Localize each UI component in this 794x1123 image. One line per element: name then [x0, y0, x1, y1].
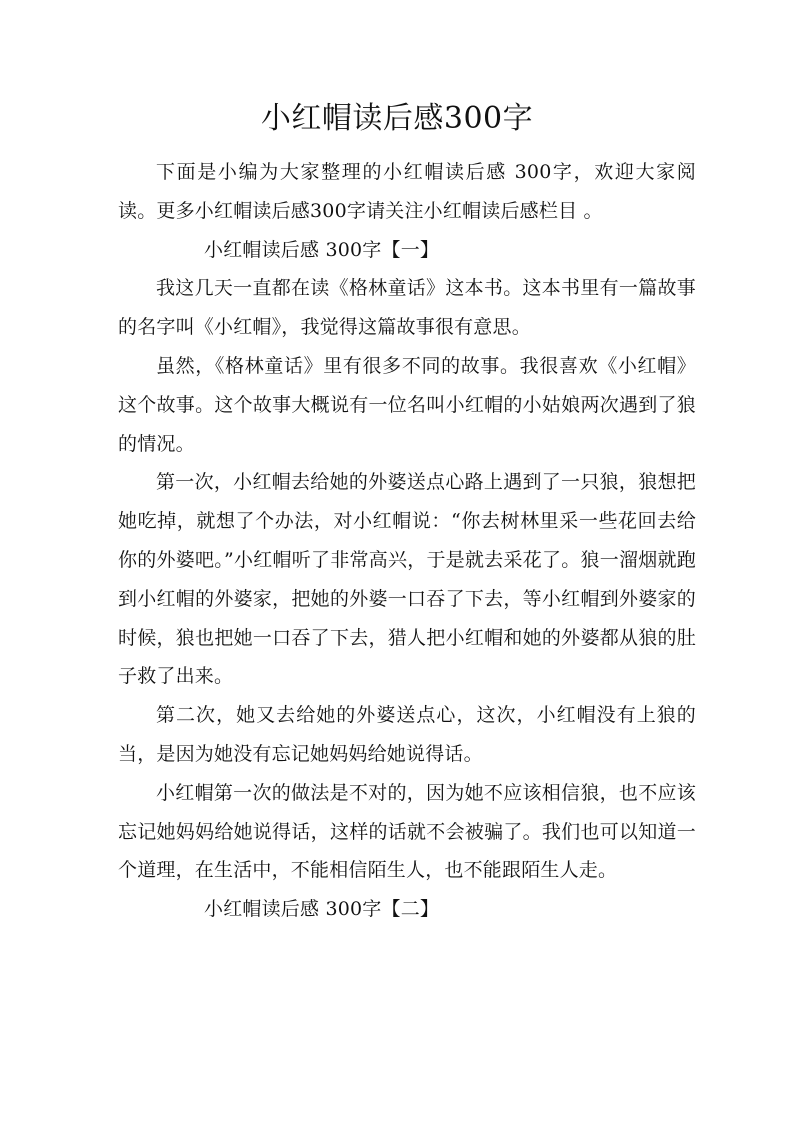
section-two: [118, 890, 696, 929]
section-one: [118, 231, 696, 891]
body-paragraph: 小红帽第一次的做法是不对的，因为她不应该相信狼，也不应该忘记她妈妈给她说得话，这样的话就不会被骗了。我们也可以知道一个道理，在生活中，不能相信陌生人，也不能跟陌生人走。: [118, 781, 696, 882]
body-paragraph: 第二次，她又去给她的外婆送点心，这次，小红帽没有上狼的当，是因为她没有忘记她妈妈给她说得话。: [118, 704, 696, 765]
body-paragraph: 虽然，《格林童话》里有很多不同的故事。我很喜欢《小红帽》这个故事。这个故事大概说有一位名叫小红帽的小姑娘两次遇到了狼的情况。: [118, 354, 696, 455]
body-paragraph: 我这几天一直都在读《格林童话》这本书。这本书里有一篇故事的名字叫《小红帽》，我觉得这篇故事很有意思。: [118, 277, 696, 339]
intro-paragraph: 下面是小编为大家整理的小红帽读后感 300字，欢迎大家阅读。更多小红帽读后感300字请关注小红帽读后感栏目 。: [118, 161, 696, 222]
document-title: 小红帽读后感300字: [260, 101, 534, 136]
section-heading: 小红帽读后感 300字【一】: [204, 238, 440, 261]
section-heading: 小红帽读后感 300字【二】: [204, 898, 440, 921]
document-body: [118, 153, 696, 929]
body-paragraph: 第一次，小红帽去给她的外婆送点心路上遇到了一只狼，狼想把她吃掉，就想了个办法，对小红帽说：“你去树林里采一些花回去给你的外婆吧。”小红帽听了非常高兴，于是就去采花了。狼一溜烟就跑到小红帽的外婆家，把她的外婆一口吞了下去，等小红帽到外婆家的时候，狼也把她一口吞了下去，猎人把小红帽和她的外婆都从狼的肚子救了出来。: [118, 471, 696, 688]
